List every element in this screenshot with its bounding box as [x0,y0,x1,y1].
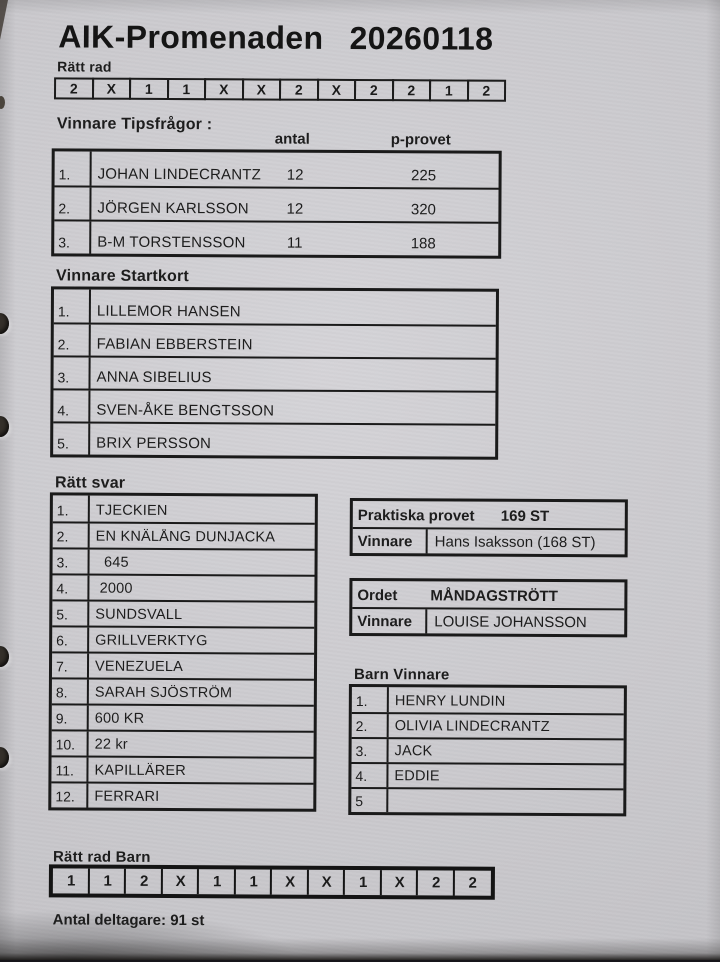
row-number: 8. [52,679,89,703]
barn-vinnare-label: Barn Vinnare [353,665,450,684]
row-number: 12. [51,783,88,807]
tick-cell: 2 [416,870,455,895]
row-number: 1. [55,151,92,185]
row-number: 11. [51,757,88,781]
row-number: 1. [54,289,91,322]
table-row [51,781,313,808]
row-number: 6. [52,627,89,651]
answer-text: 645 [95,554,129,571]
answer-text: SUNDSVALL [95,606,183,624]
ratt-rad-label: Rätt rad [57,58,112,75]
tick-cell: 2 [391,79,431,101]
row-number: 5. [53,423,90,454]
tick-cell: 2 [452,870,491,895]
tick-cell: X [160,869,199,894]
table-row [351,762,623,788]
winner-name [388,809,623,813]
answer-text: 600 KR [94,710,145,727]
winner-name: B-M TORSTENSSON [97,233,246,252]
table-row [352,687,624,713]
event-name: AIK-Promenaden [58,18,324,56]
ordet-row [352,581,624,608]
answer-text: VENEZUELA [94,658,184,676]
tick-cell: 1 [233,869,272,894]
ratt-rad-barn-row [49,864,495,899]
row-number: 5. [52,601,89,625]
event-date: 20260118 [349,19,494,57]
tick-cell: 2 [124,869,163,894]
barn-vinnare-table [348,684,627,816]
tick-cell: 1 [166,78,206,100]
table-row [51,755,313,782]
table-row [52,625,314,652]
tick-cell: 1 [66,872,76,890]
pprovet-value: 225 [411,167,437,185]
tick-cell: 2 [466,80,506,102]
tipsfragor-label: Vinnare Tipsfrågor : [56,115,213,134]
antal-value: 11 [286,234,303,252]
ordet-label: Ordet [357,586,398,605]
praktiska-provet-value: 169 ST [500,507,550,525]
tick-cell: X [379,870,418,895]
row-number: 3. [53,357,90,388]
table-row [54,322,496,357]
row-number: 3. [352,739,389,762]
tick-cell: X [306,870,345,895]
winner-name: EDDIE [394,768,440,785]
row-number: 5 [351,789,388,812]
tick-cell: 1 [429,79,469,101]
row-number: 4. [53,390,90,421]
page-title [58,18,493,57]
ordet-value: MÅNDAGSTRÖTT [430,587,558,606]
row-number: 4. [351,764,388,787]
row-number: 3. [54,221,91,253]
table-row [54,289,496,324]
vinnare-label: Vinnare [352,609,427,633]
antal-value: 12 [286,200,304,218]
winner-name: SVEN-ÅKE BENGTSSON [96,401,275,420]
table-row [55,151,499,187]
answer-text: 22 kr [94,736,128,753]
table-row [53,495,315,522]
winner-name: HENRY LUNDIN [394,693,506,710]
table-row [53,547,315,574]
table-row [52,703,314,730]
row-number: 10. [52,731,89,755]
tick-cell: X [241,78,281,100]
tick-cell: X [91,78,131,100]
tipsfragor-table [51,148,502,258]
row-number: 9. [52,705,89,729]
ordet-box [349,578,627,637]
row-number: 2. [54,187,91,219]
vinnare-name: Hans Isaksson (168 ST) [434,533,596,552]
answer-text: KAPILLÄRER [94,762,186,780]
table-row [52,573,314,600]
winner-name: JACK [394,743,433,760]
pprovet-value: 320 [410,201,436,219]
winner-name: JÖRGEN KARLSSON [97,199,249,218]
pprovet-column-header: p-provet [390,131,451,149]
table-row [53,421,495,456]
ratt-rad-row [54,77,506,101]
answer-text: GRILLVERKTYG [95,632,208,650]
row-number: 4. [52,575,89,599]
pprovet-value: 188 [410,235,436,253]
tick-cell: 2 [354,79,394,101]
answer-text: SARAH SJÖSTRÖM [94,684,233,702]
table-row [52,599,314,626]
table-row [53,521,315,548]
answer-text: EN KNÄLÅNG DUNJACKA [95,528,276,546]
tick-cell: 2 [279,79,319,101]
answer-text: 2000 [95,580,133,597]
table-row [52,677,314,704]
vinnare-name: LOUISE JOHANSSON [434,613,587,632]
tick-cell: X [270,870,309,895]
praktiska-vinnare-row [353,527,625,554]
winner-name: BRIX PERSSON [96,434,212,453]
winner-name: ANNA SIBELIUS [96,368,212,387]
table-row [52,729,314,756]
table-row [352,712,624,738]
row-number: 1. [53,495,90,521]
antal-column-header: antal [274,130,310,148]
tick-cell: 1 [343,870,382,895]
table-row [52,651,314,678]
row-number: 1. [352,687,389,712]
table-row [53,388,495,423]
row-number: 2. [53,523,90,547]
row-number: 2. [54,324,91,355]
praktiska-provet-row [353,501,625,528]
ordet-vinnare-row [352,607,624,634]
ratt-svar-table [48,492,318,811]
table-row [53,355,495,390]
praktiska-provet-box [350,498,628,557]
answer-text: TJECKIEN [95,502,168,519]
table-row [352,737,624,763]
tick-cell: X [204,78,244,100]
tick-cell: 1 [197,869,236,894]
startkort-label: Vinnare Startkort [56,267,190,286]
answer-text: FERRARI [94,788,160,805]
row-number: 3. [53,549,90,573]
table-row [54,219,498,255]
tick-cell: X [316,79,356,101]
startkort-table [50,286,499,459]
tick-cell: 1 [129,78,169,100]
ratt-svar-label: Rätt svar [54,474,126,492]
tick-cell: 2 [54,77,94,99]
antal-value: 12 [286,166,304,184]
winner-name: LILLEMOR HANSEN [96,302,241,321]
table-row [351,787,623,813]
praktiska-provet-label: Praktiska provet [357,506,475,525]
participants-count: Antal deltagare: 91 st [52,911,205,930]
row-number: 2. [352,714,389,737]
winner-name: JOHAN LINDECRANTZ [97,165,262,184]
row-number: 7. [52,653,89,677]
tick-cell: 1 [87,869,126,894]
ratt-rad-barn-label: Rätt rad Barn [52,848,151,866]
winner-name: OLIVIA LINDECRANTZ [394,718,550,735]
table-row [54,185,498,221]
vinnare-label: Vinnare [353,529,428,553]
winner-name: FABIAN EBBERSTEIN [96,335,253,354]
